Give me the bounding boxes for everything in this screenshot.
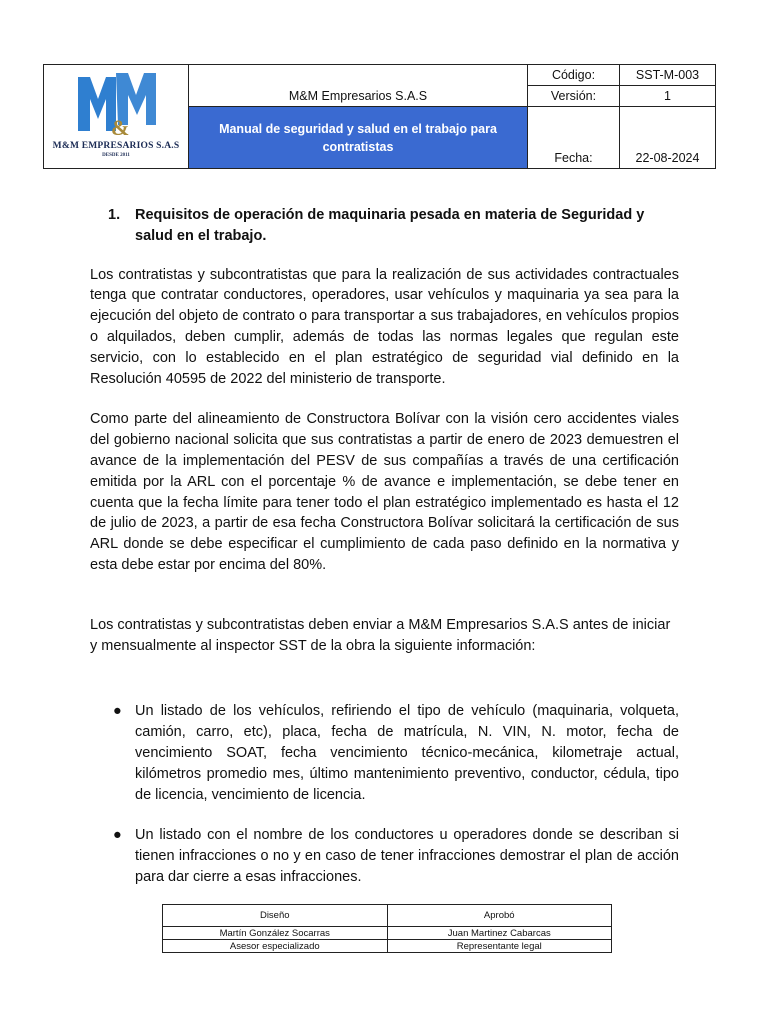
paragraph-information: Los contratistas y subcontratistas deben enviar a M&M Empresarios S.A.S antes de iniciar y mensualmente al inspector SST de la obra la siguiente información: [90, 616, 671, 654]
section-heading [90, 205, 679, 247]
mm-logo-icon [74, 69, 158, 141]
codigo-label: Código: [528, 65, 620, 86]
version-value: 1 [620, 86, 716, 107]
signature-table [162, 904, 612, 953]
paragraph-requirements: Los contratistas y subcontratistas que para la realización de sus actividades contractuales tenga que contratar conductores, operadores, usar vehículos y maquinaria ya sea para la ejecución del objeto de contrato o para transportar a sus trabajadores, en vehículos propios o alquilados, deben cumplir, además de todas las normas legales que regulan este servicio, con lo establecido en el plan estratégico de seguridad vial definido en la Resolución 40595 de 2022 del ministerio de transporte. [90, 266, 679, 387]
section-title: Requisitos de operación de maquinaria pesada en materia de Seguridad y salud en el trabajo. [135, 207, 645, 244]
designed-name: Martín González Socarras [163, 927, 388, 940]
list-item [90, 825, 679, 887]
version-label: Versión: [528, 86, 620, 107]
company-name: M&M Empresarios S.A.S [189, 65, 528, 107]
svg-text:&: & [111, 115, 130, 140]
logo-cell [44, 65, 189, 169]
logo-company-name: M&M EMPRESARIOS S.A.S [52, 141, 180, 151]
bullet-icon: ● [113, 703, 122, 720]
list-item [90, 701, 679, 805]
document-header [43, 64, 713, 169]
bullet-icon: ● [113, 827, 122, 844]
company-logo [44, 65, 188, 168]
manual-title: Manual de seguridad y salud en el trabajo para contratistas [189, 107, 528, 169]
paragraph-pesv: Como parte del alineamiento de Constructora Bolívar con la visión cero accidentes viales del gobierno nacional solicita que sus contratistas a partir de enero de 2023 demuestren el avance de la implementación del PESV de sus compañías a través de una certificación emitida por la ARL con el porcentaje % de avance e implementación, se debe tener en cuenta que la fecha límite para tener todo el plan estratégico implementado es hasta el 12 de julio de 2023, a partir de esa fecha Constructora Bolívar solicitará la certificación de sus ARL donde se debe especificar el cumplimiento de cada paso definido en la normativa y esta debe estar por encima del 80%. [90, 411, 679, 573]
document-body [90, 205, 679, 888]
logo-since: DESDE 2011 [102, 153, 130, 158]
approved-label: Aprobó [387, 905, 612, 927]
approved-role: Representante legal [387, 940, 612, 953]
list-item-text: Un listado de los vehículos, refiriendo el tipo de vehículo (maquinaria, volqueta, camión, carro, etc), placa, fecha de matrícula, N. VIN, N. motor, fecha de vencimiento SOAT, fecha vencimiento técnico-mecánica, kilometraje actual, kilómetros promedio mes, último mantenimiento preventivo, conductor, cédula, tipo de licencia, vencimiento de licencia. [135, 703, 679, 803]
fecha-value: 22-08-2024 [620, 107, 716, 169]
approved-name: Juan Martinez Cabarcas [387, 927, 612, 940]
header-table [43, 64, 716, 169]
requirements-list [90, 701, 679, 887]
designed-label: Diseño [163, 905, 388, 927]
designed-role: Asesor especializado [163, 940, 388, 953]
list-item-text: Un listado con el nombre de los conductores u operadores donde se describan si tienen infracciones o no y en caso de tener infracciones demostrar el plan de acción para dar cierre a esas infracciones. [135, 827, 679, 885]
codigo-value: SST-M-003 [620, 65, 716, 86]
fecha-label: Fecha: [528, 107, 620, 169]
section-number: 1. [108, 207, 121, 223]
